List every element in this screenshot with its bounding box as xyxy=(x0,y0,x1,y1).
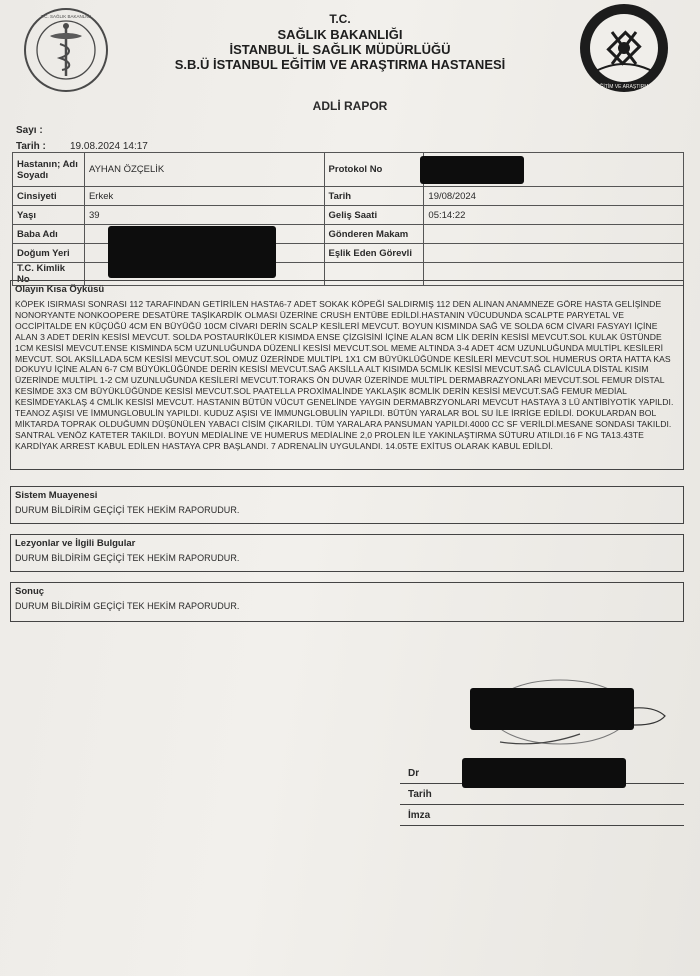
svg-text:T.C. SAĞLIK BAKANLIĞI: T.C. SAĞLIK BAKANLIĞI xyxy=(40,14,92,19)
signature-sign-row xyxy=(400,805,684,826)
sender-label: Gönderen Makam xyxy=(324,225,424,244)
table-row xyxy=(13,206,684,225)
sign-label: İmza xyxy=(408,810,431,821)
age-value: 39 xyxy=(84,206,324,225)
system-exam-section xyxy=(10,486,684,524)
system-exam-text: DURUM BİLDİRİM GEÇİÇİ TEK HEKİM RAPORUDUR. xyxy=(15,505,240,515)
gender-label: Cinsiyeti xyxy=(13,187,85,206)
protocol-label: Protokol No xyxy=(324,153,424,187)
report-header xyxy=(120,12,560,72)
ministry-seal-icon xyxy=(20,6,112,94)
header-line-tc: T.C. xyxy=(329,12,351,26)
system-exam-title: Sistem Muayenesi xyxy=(15,490,98,501)
lesions-text: DURUM BİLDİRİM GEÇİÇİ TEK HEKİM RAPORUDUR. xyxy=(15,553,240,563)
lesions-section xyxy=(10,534,684,572)
date-label: Tarih xyxy=(324,187,424,206)
redaction-father-birth-tc xyxy=(108,226,276,278)
father-label: Baba Adı xyxy=(13,225,85,244)
name-label: Hastanın; Adı Soyadı xyxy=(13,153,85,187)
redaction-doctor-name xyxy=(462,758,626,788)
hospital-seal-icon xyxy=(572,2,676,94)
tc-label: T.C. Kimlik No xyxy=(13,263,85,286)
redaction-protocol xyxy=(420,156,524,184)
gender-value: Erkek xyxy=(84,187,324,206)
sig-date-label: Tarih xyxy=(408,789,432,800)
dr-label: Dr xyxy=(408,768,420,779)
tarih-label: Tarih : xyxy=(16,141,46,152)
result-section xyxy=(10,582,684,622)
name-value: AYHAN ÖZÇELİK xyxy=(84,153,324,187)
header-ministry: SAĞLIK BAKANLIĞI xyxy=(277,27,403,42)
table-row xyxy=(13,187,684,206)
escort-value xyxy=(424,244,684,263)
result-text: DURUM BİLDİRİM GEÇİÇİ TEK HEKİM RAPORUDUR. xyxy=(15,601,240,611)
date-value: 19/08/2024 xyxy=(424,187,684,206)
arrival-label: Geliş Saati xyxy=(324,206,424,225)
table-row xyxy=(13,153,684,187)
sayi-label: Sayı : xyxy=(16,125,43,136)
incident-section xyxy=(10,280,684,470)
incident-title: Olayın Kısa Öyküsü xyxy=(15,284,105,295)
result-title: Sonuç xyxy=(15,586,45,597)
redaction-signature xyxy=(470,688,634,730)
sender-value xyxy=(424,225,684,244)
incident-text: KÖPEK ISIRMASI SONRASI 112 TARAFINDAN GETİRİLEN HASTA6-7 ADET SOKAK KÖPEĞİ SALDIRMIŞ 112 DEN ALINAN ANAMNEZE GÖRE HASTA GELİŞİNDE NONORYANTE NONKOOPERE DESATÜRE TAŞİKARDİK OLMASI ÜZERİNE CRUSH ENTÜBE EDİLDİ.HASTANIN VÜCUDUNDA SCALPTE PARYETAL VE OCCİPİTALDE EN KÜÇÜĞÜ 4CM EN BÜYÜĞÜ 10CM CİVARI DERİN SCALP KESİLERİ MEVCUT. BOYUN KISMINDA SAĞ VE SOLDA 6CM CİVARI FASYAYI İÇİNE ALAN 3 ADET DERİN KESİSİ MEVCUT. SOLDA POSTAURİKÜLER KISIMDA ENSE ÇİZGİSİNİ İÇİNE ALAN 8CM LİK DERİN KESİSİ MEVCUT.SOL KULAK ÜSTÜNDE 1CM KESİSİ MEVCUT.ENSE KISMINDA 5CM UZUNLUĞUNDA DÜZENLİ KESİSİ MEVCUT.SOL MEME ALTINDA 3-4 ADET 4CM UZUNLUĞUNDA MULTİPL KESİLERİ MEVCUT. SOL AKSİLLADA 5CM KESİSİ MEVCUT.SOL OMUZ ÜZERİNDE MULTİPL 1X1 CM BÜYÜKLÜĞÜNDE KESİLERİ MEVCUT.SOL HUMERUS ORTA HATTA KAS DOKUYU İÇİNE ALAN 6-7 CM BÜYÜKLÜĞÜNDE DERİN KESİSİ MEVCUT.SAĞ AKSİLLA ALT KISIMDA 5CMLİK KESİSİ MEVCUT.SAĞ CLAVİCULA DİSTAL KISIM ÜZERİNDE MULTİPL 1-2 CM UZUNLUĞUNDA KESİLERİ MEVCUT.TORAKS ÖN DUVAR ÜZERİNDE MULTİPL DERMABRAZYONLARI MEVCUT.SOL FEMUR DİSTAL KESİMDE 3X3 CM BÜYÜKLÜĞÜNDE KESİSİ MEVCUT.SOL PAATELLA PROXİMALİNDE YAKLAŞIK 8CMLİK DERİN KESİSİ MEVCUT.SAĞ FEMUR MEDİAL KESİMDEYAKLAŞ 4 CMLİK KESİSİ MEVCUT. HASTANIN BÜTÜN VÜCUT GENELİNDE YAYGIN DERMABRZYONLARI MEVCUT HASTAYA 3 LÜ ANTİBİYOTİK YAPILDI. TEANOZ AŞISI VE İMMUNGLOBULİN YAPILDI. KUDUZ AŞISI VE İMMUNGLOBULİN YAPILDI. BÜTÜN YARALAR BOL SU İLE İRRİGE EDİLDİ. DOKULARDAN BOL MİKTARDA TOPRAK OLDUĞUMN DÜŞÜNÜLEN YABACI CİSİM ÇIKARILDI. TÜM YARALARA PANSUMAN YAPILDI.4000 CC SF VERİLDİ.MESANE SONDASI TAKILDI. SANTRAL VENÖZ KATETER TAKILDI. BOYUN MEDİALİNE VE HUMERUS MEDİALİNE 2,0 PROLEN İLE YAKINLAŞTIRMA SÜTURU ATILDI.16 F NG TA13.43TE KARDİYAK ARREST KABUL EDİLEN HASTAYA CPR BAŞLANDI. 7 ADRENALİN UYGULANDI. 14.05TE EXİTUS OLARAK KABUL EDİLDİ. xyxy=(15,299,674,451)
report-title: ADLİ RAPOR xyxy=(312,99,388,113)
lesions-title: Lezyonlar ve İlgili Bulgular xyxy=(15,538,136,549)
birthplace-label: Doğum Yeri xyxy=(13,244,85,263)
svg-text:EĞİTİM VE ARAŞTIRMA: EĞİTİM VE ARAŞTIRMA xyxy=(596,84,652,90)
arrival-value: 05:14:22 xyxy=(424,206,684,225)
header-directorate: İSTANBUL İL SAĞLIK MÜDÜRLÜĞÜ xyxy=(229,42,451,57)
escort-label: Eşlik Eden Görevli xyxy=(324,244,424,263)
tarih-value: 19.08.2024 14:17 xyxy=(70,141,148,152)
age-label: Yaşı xyxy=(13,206,85,225)
header-hospital: S.B.Ü İSTANBUL EĞİTİM VE ARAŞTIRMA HASTANESİ xyxy=(174,57,506,72)
